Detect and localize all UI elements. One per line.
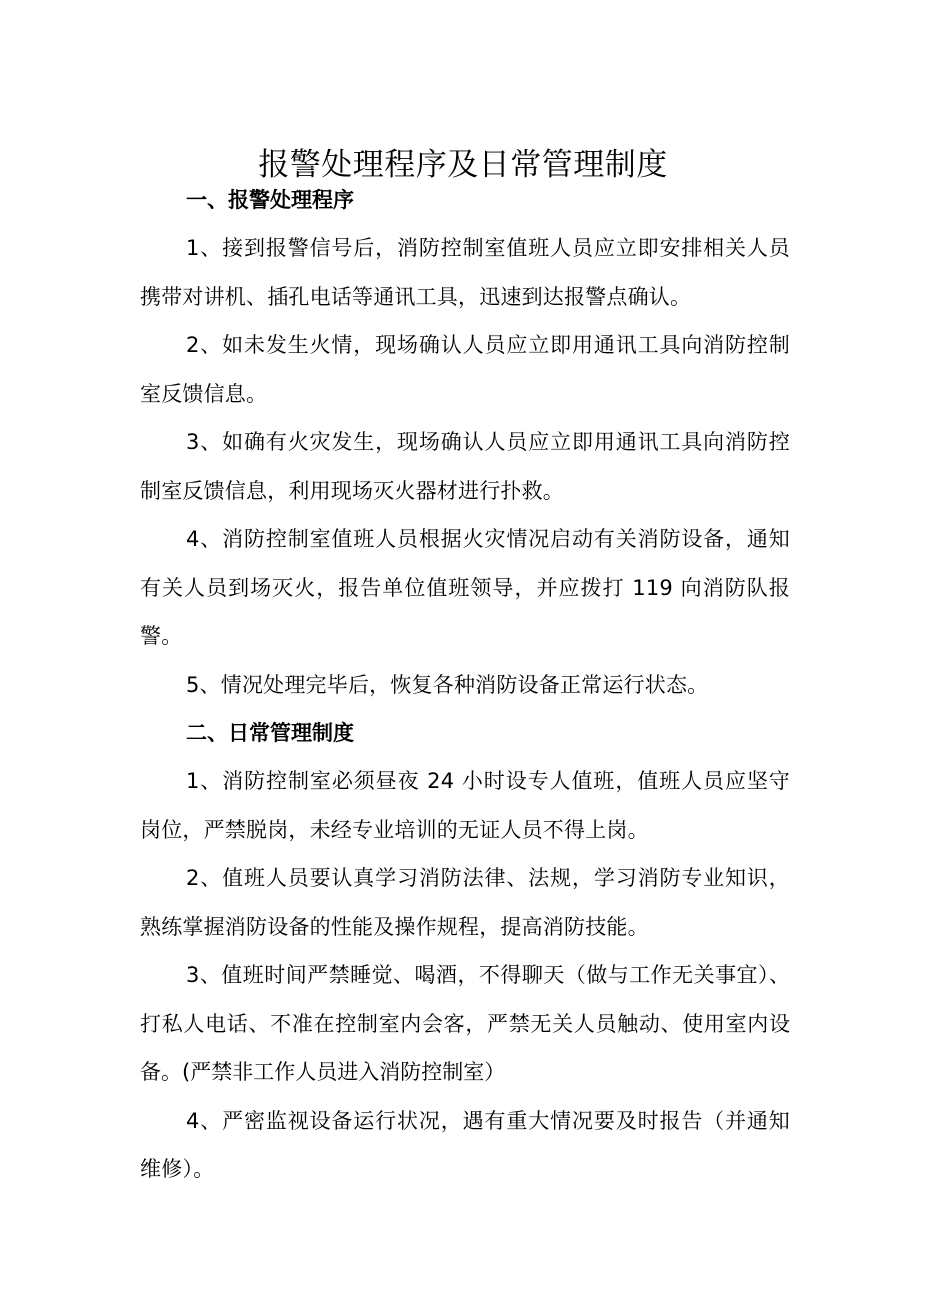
section-heading: 一、报警处理程序 <box>186 188 354 212</box>
paragraph: 4、严密监视设备运行状况，遇有重大情况要及时报告（并通知维修）。 <box>140 1108 790 1181</box>
paragraph: 5、情况处理完毕后，恢复各种消防设备正常运行状态。 <box>186 672 709 697</box>
document-body <box>140 176 790 1194</box>
paragraph: 4、消防控制室值班人员根据火灾情况启动有关消防设备，通知有关人员到场灭火，报告单位值班领导，并应拨打 119 向消防队报警。 <box>140 527 790 648</box>
page-title: 报警处理程序及日常管理制度 <box>258 146 668 183</box>
section-daily-management <box>140 709 790 1194</box>
paragraph: 2、值班人员要认真学习消防法律、法规，学习消防专业知识，熟练掌握消防设备的性能及操作规程，提高消防技能。 <box>140 866 790 939</box>
paragraph: 3、值班时间严禁睡觉、喝酒，不得聊天（做与工作无关事宜）、打私人电话、不准在控制室内会客，严禁无关人员触动、使用室内设备。(严禁非工作人员进入消防控制室） <box>140 963 790 1084</box>
paragraph: 1、消防控制室必须昼夜 24 小时设专人值班，值班人员应坚守岗位，严禁脱岗，未经专业培训的无证人员不得上岗。 <box>140 769 790 842</box>
paragraph: 1、接到报警信号后，消防控制室值班人员应立即安排相关人员携带对讲机、插孔电话等通讯工具，迅速到达报警点确认。 <box>140 236 790 309</box>
section-heading: 二、日常管理制度 <box>186 721 354 745</box>
section-alarm-procedure <box>140 176 790 709</box>
paragraph: 2、如未发生火情，现场确认人员应立即用通讯工具向消防控制室反馈信息。 <box>140 333 790 406</box>
paragraph: 3、如确有火灾发生，现场确认人员应立即用通讯工具向消防控制室反馈信息，利用现场灭火器材进行扑救。 <box>140 430 790 503</box>
